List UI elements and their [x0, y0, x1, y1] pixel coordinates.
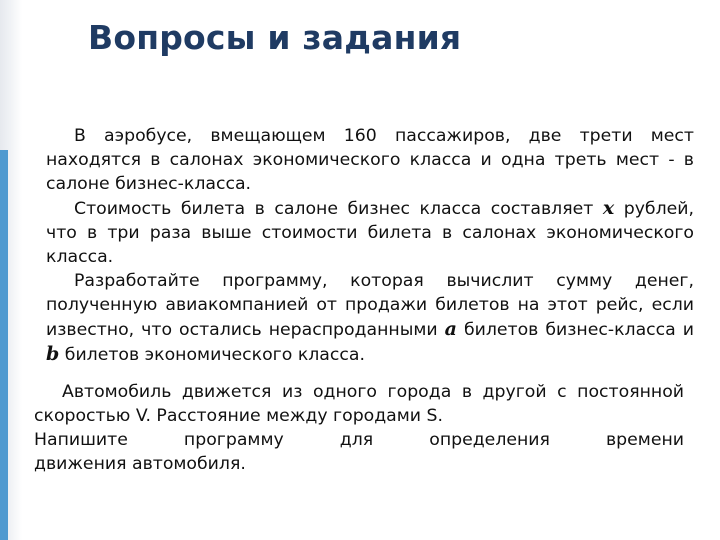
p2-text-start: Стоимость билета в салоне бизнес класса составляет [74, 199, 594, 219]
variable-x: x [602, 197, 615, 219]
slide-title: Вопросы и задания [88, 18, 462, 57]
task-car-line-1: Автомобиль движется из одного города в другой с постоянной скоростью V. Расстояние между городами S. [34, 382, 684, 426]
side-accent-bar [0, 150, 8, 540]
p3-text-end: билетов экономического класса. [64, 345, 365, 365]
variable-b: b [46, 343, 60, 365]
p3-text-mid: билетов бизнес-класса и [463, 320, 694, 340]
task-airbus-paragraph-3 [46, 269, 694, 367]
p2-text-end: рублей, что в три раза выше стоимости билета в салонах экономического класса. [46, 199, 694, 267]
task-airbus [46, 124, 694, 367]
variable-a: a [444, 318, 457, 340]
task-car [34, 380, 684, 476]
task-airbus-paragraph-2 [46, 196, 694, 269]
task-car-line-2: Напишите программу для определения времени [34, 430, 684, 450]
task-airbus-paragraph-1: В аэробусе, вмещающем 160 пассажиров, две трети мест находятся в салонах экономического класса и одна треть мест - в салоне бизнес-класса. [46, 126, 694, 194]
task-car-line-3: движения автомобиля. [34, 454, 246, 474]
p3-text-start: Разработайте программу, которая вычислит сумму денег, полученную авиакомпанией от продажи билетов на этот рейс, если известно, что остались нераспроданными [46, 271, 694, 340]
